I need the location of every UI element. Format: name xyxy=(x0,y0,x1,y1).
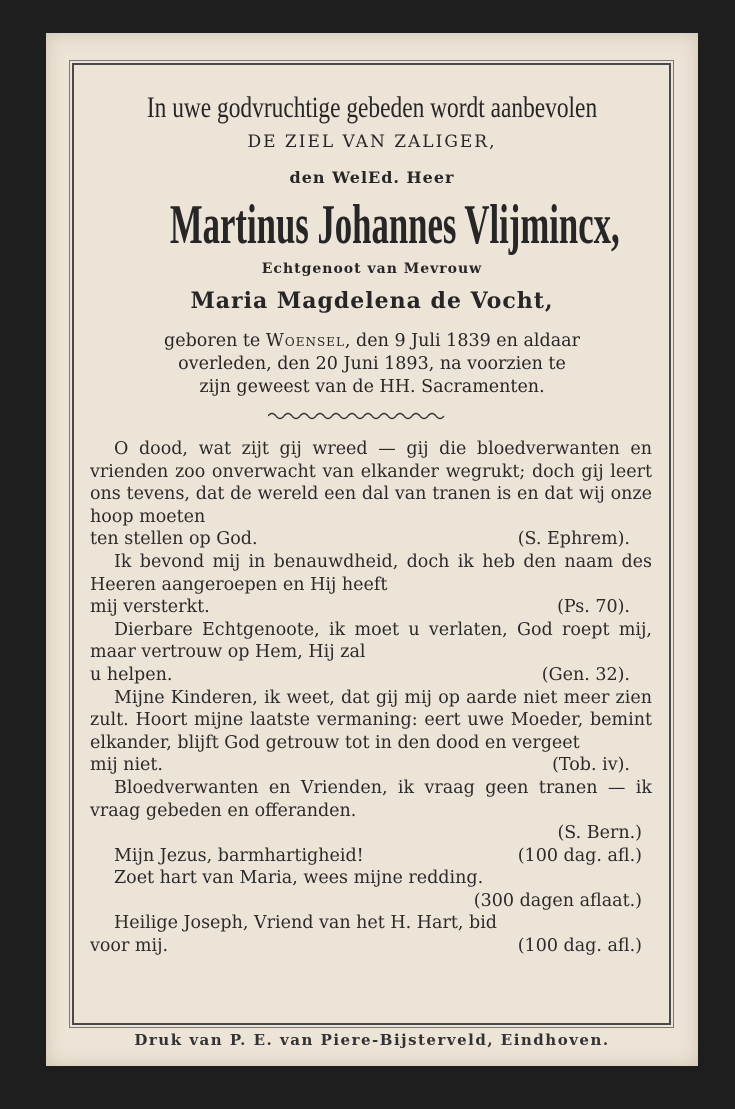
prayer-body xyxy=(90,438,652,958)
birth-text-b: , den 9 Juli 1839 en aldaar xyxy=(344,331,580,351)
sacrament-line: zijn geweest van de HH. Sacramenten. xyxy=(199,377,545,397)
paragraph-2-end xyxy=(90,596,652,619)
paragraph-8-last-line: voor mij. xyxy=(90,936,169,957)
memorial-card xyxy=(46,33,698,1066)
soul-line: DE ZIEL VAN ZALIGER, xyxy=(247,132,497,152)
paragraph-1-end xyxy=(90,528,652,551)
paragraph-1-last-line: ten stellen op God. xyxy=(90,529,258,550)
birth-text-a: geboren te xyxy=(164,331,261,351)
paragraph-2: Ik bevond mij in benauwdheid, doch ik heb den naam des Heeren aangeroepen en Hij heeft xyxy=(90,551,652,595)
intro-line: In uwe godvruchtige gebeden wordt aanbevolen xyxy=(146,91,598,124)
paragraph-2-last-line: mij versterkt. xyxy=(90,597,210,618)
spouse-name: Maria Magdelena de Vocht, xyxy=(190,288,554,314)
paragraph-3-last-line: u helpen. xyxy=(90,664,173,685)
paragraph-6 xyxy=(90,845,652,868)
paragraph-7: Zoet hart van Maria, wees mijne redding. xyxy=(114,868,484,889)
paragraph-1-reference: (S. Ephrem). xyxy=(517,529,630,550)
paragraph-5: Bloedverwanten en Vrienden, ik vraag geen tranen — ik vraag gebeden en offeranden. xyxy=(90,777,652,821)
printer-credit: Druk van P. E. van Piere-Bijsterveld, Eindhoven. xyxy=(134,1031,610,1049)
death-line: overleden, den 20 Juni 1893, na voorzien te xyxy=(178,354,566,374)
paragraph-8-end xyxy=(90,935,652,958)
paragraph-4-end xyxy=(90,754,652,777)
paragraph-2-reference: (Ps. 70). xyxy=(557,597,630,618)
paragraph-7-reference: (300 dagen aflaat.) xyxy=(473,890,642,911)
paragraph-1: O dood, wat zijt gij wreed — gij die bloedverwanten en vrienden zoo onverwacht van elkander wegrukt; doch gij leert ons tevens, dat de wereld een dal van tranen is en dat wij onze hoop moeten xyxy=(90,439,652,527)
spouse-intro: Echtgenoot van Mevrouw xyxy=(261,261,483,277)
title-line: den WelEd. Heer xyxy=(289,168,455,187)
paragraph-8-reference: (100 dag. afl.) xyxy=(517,936,642,957)
paragraph-4-last-line: mij niet. xyxy=(90,755,163,776)
paragraph-8: Heilige Joseph, Vriend van het H. Hart, bid xyxy=(114,913,497,934)
birth-place: Woensel xyxy=(265,331,345,351)
paragraph-6-reference: (100 dag. afl.) xyxy=(517,845,642,866)
paragraph-6-text: Mijn Jezus, barmhartigheid! xyxy=(114,845,364,866)
paragraph-4-reference: (Tob. iv). xyxy=(552,755,630,776)
ornament-divider xyxy=(268,411,448,421)
birth-line xyxy=(76,330,668,353)
paragraph-3-end xyxy=(90,664,652,687)
paragraph-3-reference: (Gen. 32). xyxy=(541,664,630,685)
paragraph-3: Dierbare Echtgenoote, ik moet u verlaten, God roept mij, maar vertrouw op Hem, Hij zal xyxy=(90,619,652,663)
paragraph-5-reference: (S. Bern.) xyxy=(557,823,642,844)
paragraph-4: Mijne Kinderen, ik weet, dat gij mij op aarde niet meer zien zult. Hoort mijne laatste vermaning: eert uwe Moeder, bemint elkander, blijft God getrouw tot in den dood en vergeet xyxy=(90,687,652,753)
birth-death-text xyxy=(76,330,668,399)
deceased-name: Martinus Johannes Vlijmincx, xyxy=(169,194,620,256)
